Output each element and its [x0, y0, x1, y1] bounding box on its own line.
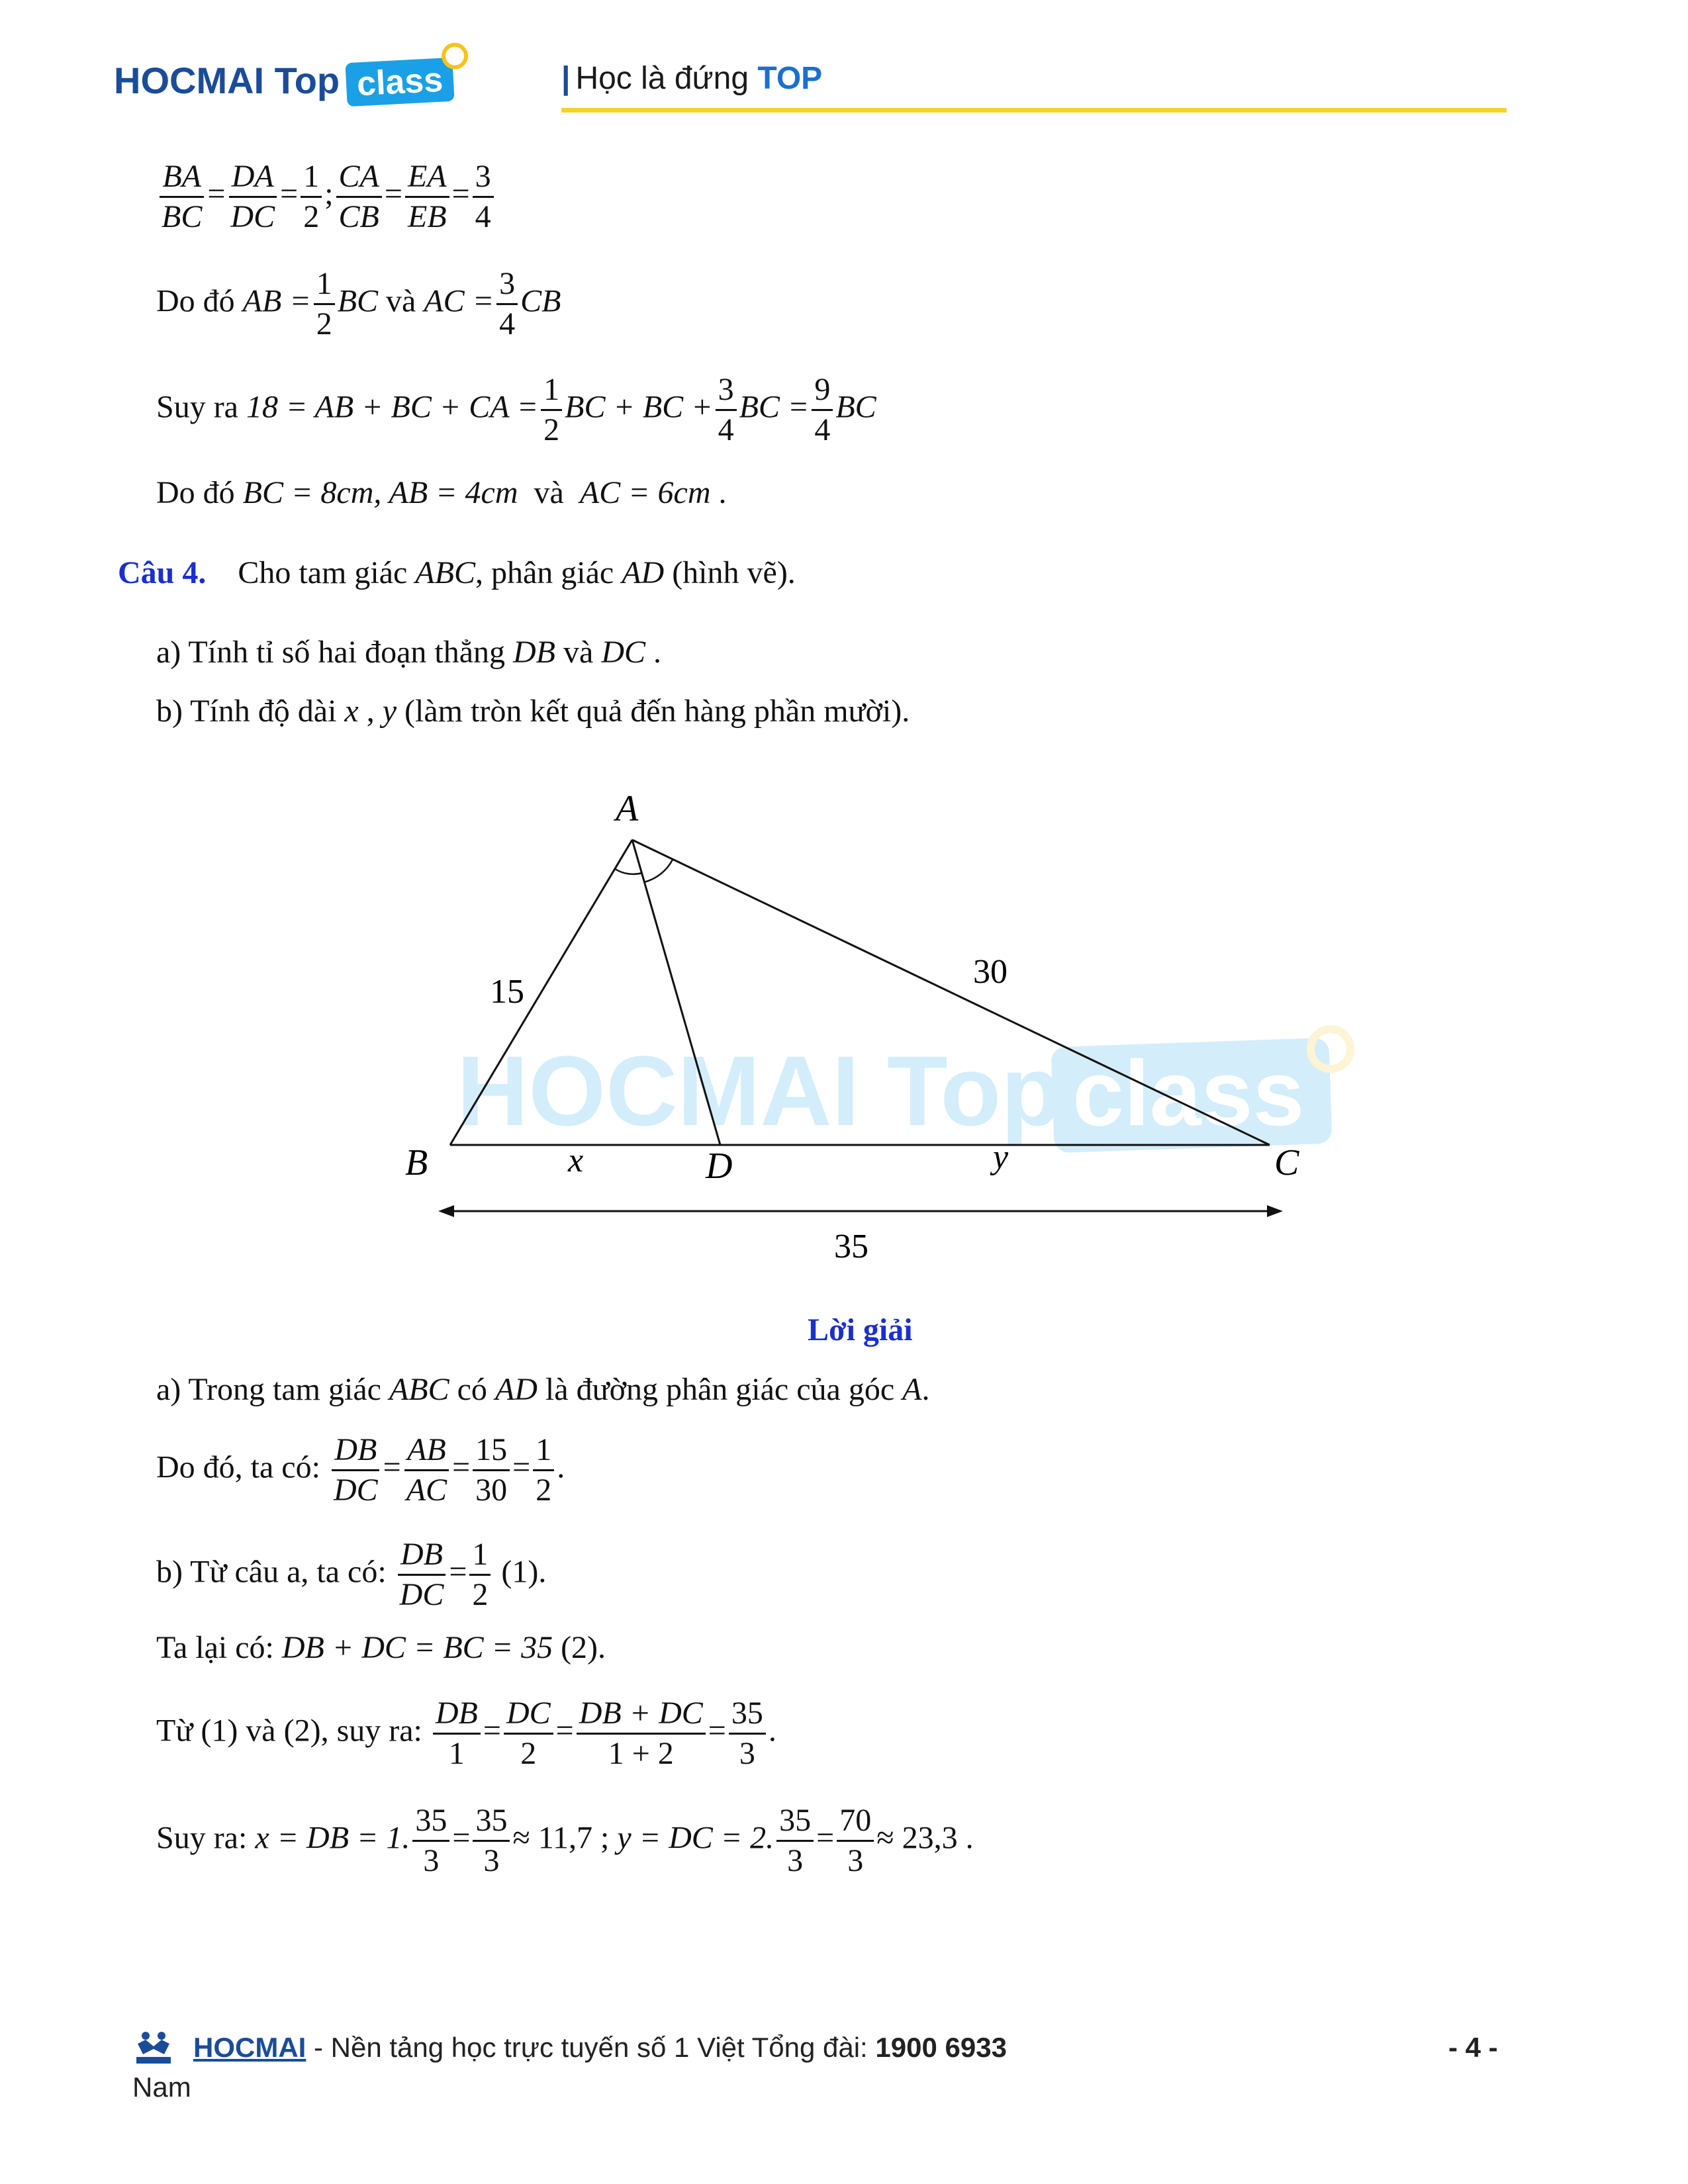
solution-a-line1: a) Trong tam giác ABC có AD là đường phân giác của góc A.	[156, 1372, 930, 1407]
arrow-left-icon	[438, 1205, 454, 1217]
vertex-c: C	[1274, 1142, 1299, 1183]
hocmai-footer-icon	[131, 2029, 177, 2066]
prev-line-perimeter: Suy ra 18 = AB + BC + CA = $\frac{1}{2}$ BC + BC + $\frac{3}{4}$ BC = $\frac{9}{4}$ BC	[156, 372, 876, 447]
footer-line2: Nam	[132, 2071, 191, 2103]
arrow-right-icon	[1267, 1205, 1283, 1217]
watermark-class: class	[1072, 1041, 1305, 1145]
header-rule	[561, 108, 1507, 113]
solution-title: Lời giải	[808, 1312, 913, 1347]
header-logo	[114, 54, 453, 107]
question-label: Câu 4.	[118, 555, 207, 590]
prev-line-ratios: $\frac{BA}{BC}$ = $\frac{DA}{DC}$ = $\frac{1}{2}$ ; $\frac{CA}{CB}$ = $\frac{EA}{EB}$ = $\frac{3}{4}$	[156, 158, 496, 236]
triangle-diagram	[397, 784, 1390, 1274]
label-side-ab: 15	[490, 973, 524, 1011]
logo-main: HOCMAI Top	[114, 60, 340, 101]
question-part-a: a) Tính tỉ số hai đoạn thẳng DB và DC .	[156, 635, 661, 670]
question-part-b: b) Tính độ dài x , y (làm tròn kết quả đến hàng phần mười).	[156, 694, 910, 729]
solution-b-line2: Ta lại có: DB + DC = BC = 35 (2).	[156, 1630, 606, 1665]
footer-brand-link[interactable]: HOCMAI	[193, 2032, 306, 2063]
vertex-b: B	[405, 1142, 428, 1183]
prev-line-result: Do đó BC = 8cm, AB = 4cm và AC = 6cm .	[156, 475, 727, 510]
solution-b-line3: Từ (1) và (2), suy ra: $\frac{DB}{1}$ = $\frac{DC}{2}$ = $\frac{DB + DC}{1 + 2}$ = $\frac{35}{3}$ .	[156, 1696, 776, 1771]
question-4: Câu 4. Cho tam giác ABC, phân giác AD (hình vẽ).	[118, 555, 796, 590]
prev-line-ab-ac: Do đó AB = $\frac{1}{2}$ BC và AC = $\frac{3}{4}$ CB	[156, 266, 561, 341]
label-y: y	[993, 1138, 1009, 1176]
vertex-a: A	[616, 788, 639, 829]
solution-b-line1: b) Từ câu a, ta có: $\frac{DB}{DC}$ = $\frac{1}{2}$ (1).	[156, 1537, 547, 1612]
vertex-d: D	[706, 1146, 733, 1187]
page-number: - 4 -	[1448, 2032, 1498, 2063]
label-x: x	[568, 1142, 584, 1179]
logo-sun-icon	[441, 42, 469, 70]
solution-b-line4: Suy ra: x = DB = 1. $\frac{35}{3}$ = $\frac{35}{3}$ ≈ 11,7 ; y = DC = 2. $\frac{35}{3}$ = $\frac{70}{3}$ ≈ 23,3 .	[156, 1803, 974, 1878]
solution-a-line2: Do đó, ta có: $\frac{DB}{DC}$ = $\frac{AB}{AC}$ = $\frac{15}{30}$ = $\frac{1}{2}$ .	[156, 1432, 565, 1508]
logo-class: class	[346, 58, 455, 107]
label-side-ac: 30	[973, 953, 1008, 991]
watermark-main: HOCMAI Top	[457, 1035, 1062, 1146]
angle-arc-2	[644, 860, 673, 882]
watermark	[457, 1029, 1350, 1153]
footer-line1: HOCMAI - Nền tảng học trực tuyến số 1 Việt Tổng đài: 1900 6933	[193, 2032, 1007, 2063]
label-base: 35	[834, 1228, 868, 1265]
header-slogan: | Học là đứng TOP	[561, 61, 823, 96]
angle-arc-1	[615, 869, 642, 874]
